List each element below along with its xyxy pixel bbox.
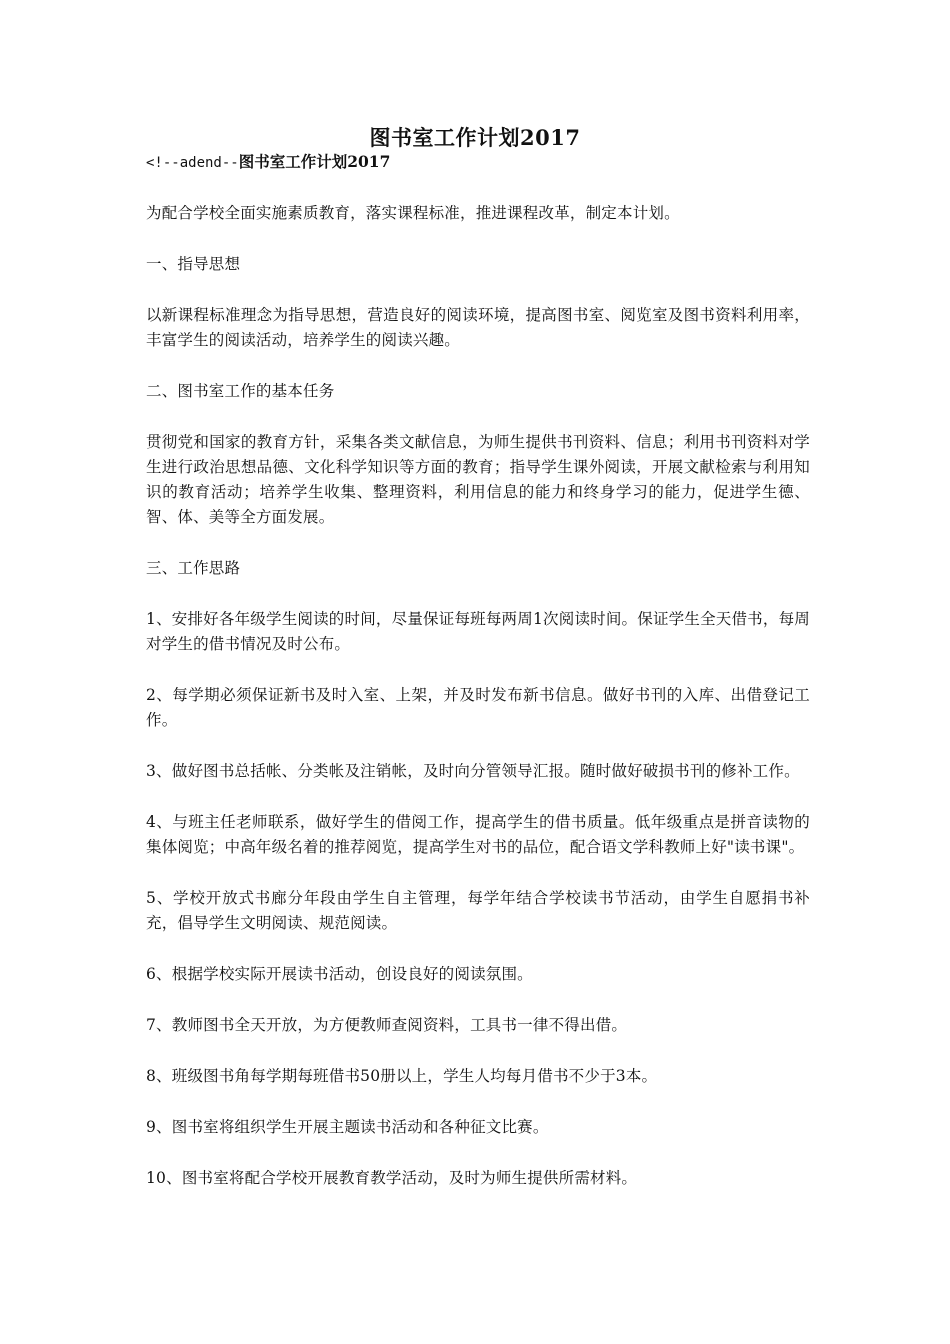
work-item-9: 9、图书室将组织学生开展主题读书活动和各种征文比赛。 (146, 1118, 549, 1136)
subtitle-prefix: <!--adend-- (146, 155, 239, 171)
work-item-8: 8、班级图书角每学期每班借书50册以上，学生人均每月借书不少于3本。 (146, 1067, 658, 1085)
basic-tasks-paragraph: 贯彻党和国家的教育方针，采集各类文献信息，为师生提供书刊资料、信息；利用书刊资料对学生进行政治思想品德、文化科学知识等方面的教育；指导学生课外阅读，开展文献检索与利用知识的教育活动；培养学生收集、整理资料，利用信息的能力和终身学习的能力，促进学生德、智、体、美等全方面发展。 (146, 433, 810, 526)
work-item-3: 3、做好图书总括帐、分类帐及注销帐，及时向分管领导汇报。随时做好破损书刊的修补工作。 (146, 762, 800, 780)
work-item-2: 2、每学期必须保证新书及时入室、上架，并及时发布新书信息。做好书刊的入库、出借登记工作。 (146, 686, 810, 729)
work-item-10: 10、图书室将配合学校开展教育教学活动，及时为师生提供所需材料。 (146, 1169, 638, 1187)
work-item-7: 7、教师图书全天开放，为方便教师查阅资料，工具书一律不得出借。 (146, 1016, 628, 1034)
subtitle-main: 图书室工作计划2017 (238, 152, 391, 171)
document-body (146, 201, 810, 1217)
section-heading-work-ideas: 三、工作思路 (146, 559, 241, 577)
work-item-6: 6、根据学校实际开展读书活动，创设良好的阅读氛围。 (146, 965, 533, 983)
work-item-1: 1、安排好各年级学生阅读的时间，尽量保证每班每两周1次阅读时间。保证学生全天借书，每周对学生的借书情况及时公布。 (146, 610, 810, 653)
guiding-thought-paragraph: 以新课程标准理念为指导思想，营造良好的阅读环境，提高图书室、阅览室及图书资料利用率，丰富学生的阅读活动，培养学生的阅读兴趣。 (146, 306, 810, 349)
work-item-4: 4、与班主任老师联系，做好学生的借阅工作，提高学生的借书质量。低年级重点是拼音读物的集体阅览；中高年级名着的推荐阅览，提高学生对书的品位，配合语文学科教师上好"读书课"。 (146, 813, 810, 856)
section-heading-guiding-thought: 一、指导思想 (146, 255, 241, 273)
intro-paragraph: 为配合学校全面实施素质教育，落实课程标准，推进课程改革，制定本计划。 (146, 204, 680, 222)
work-item-5: 5、学校开放式书廊分年段由学生自主管理，每学年结合学校读书节活动，由学生自愿捐书补充，倡导学生文明阅读、规范阅读。 (146, 889, 810, 932)
section-heading-basic-tasks: 二、图书室工作的基本任务 (146, 382, 335, 400)
document-title: 图书室工作计划2017 (369, 125, 581, 150)
document-subtitle (146, 150, 390, 175)
